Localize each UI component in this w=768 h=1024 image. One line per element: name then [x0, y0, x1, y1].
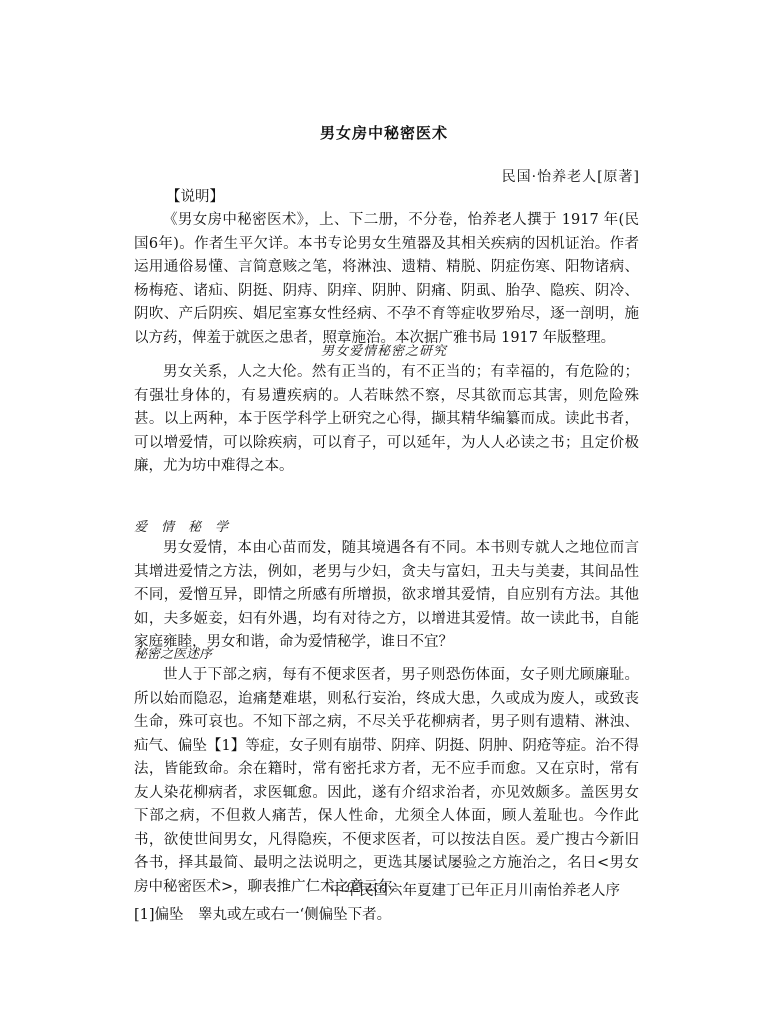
section-heading-research: 男女爱情秘密之研究 — [320, 344, 447, 359]
section-preface-paragraph: 世人于下部之病，每有不便求医者，男子则恐伤体面，女子则尤顾廉耻。所以始而隐忍，迨痛楚难堪，则私行妄治，终成大患，久或成为废人，或致丧生命，殊可哀也。不知下部之病，不尽关乎花柳病者，男子则有遗精、淋浊、疝气、偏坠【1】等症，女子则有崩带、阴痒、阴挺、阴肿、阴疮等症。治不得法，皆能致命。余在籍时，常有密托求方者，无不应手而愈。又在京时，常有友人染花柳病者，求医辄愈。因此，遂有介绍求治者，亦见效颇多。盖医男女下部之病，不但救人痛苦，保人性命，尤须全人体面，顾人羞耻也。今作此书，欲使世间男女，凡得隐疾，不便求医者，可以按法自医。爰广搜古今新旧各书，择其最简、最明之法说明之，更选其屡试屡验之方施治之，名日<男女房中秘密医术>，聊表推广仁术之意云尔。 — [134, 667, 639, 895]
section-love-block — [134, 537, 639, 655]
note-heading: 【说明】 — [166, 189, 224, 205]
document-title: 男女房中秘密医术 — [319, 124, 448, 142]
section-research-block — [134, 361, 639, 479]
section-love-paragraph: 男女爱情，本由心苗而发，随其境遇各有不同。本书则专就人之地位而言其增进爱情之方法，例如，老男与少妇，贪夫与富妇，丑夫与美妻，其间品性不同，爱憎互异，即情之所感有所增损，欲求增其爱情，自应别有方法。其他如，夫多姬妾，妇有外遇，均有对待之方，以增进其爱情。故一读此书，自能家庭雍睦，男女和谐，命为爱情秘学，谁日不宜？ — [134, 540, 639, 650]
note-block — [134, 209, 639, 350]
author-line: 民国·怡养老人[原著] — [501, 169, 640, 185]
section-research-paragraph: 男女关系，人之大伦。然有正当的，有不正当的；有幸福的，有危险的；有强壮身体的，有易遭疾病的。人若昧然不察，尽其欲而忘其害，则危险殊甚。以上两种，本于医学科学上研究之心得，撷其精华编纂而成。读此书者，可以增爱情，可以除疾病，可以育子，可以延年，为人人必读之书；且定价极廉，尤为坊中难得之本。 — [134, 364, 639, 474]
section-heading-preface: 秘密之医述序 — [134, 647, 213, 662]
footnote: [1]偏坠 睾丸或左或右一‘侧偏坠下者。 — [134, 907, 392, 923]
section-heading-love-secrets: 爱情秘学 — [134, 520, 243, 535]
note-paragraph: 《男女房中秘密医术》，上、下二册，不分卷，怡养老人撰于 1917 年(民国6年)。作者生平欠详。本书专论男女生殖器及其相关疾病的因机证治。作者运用通俗易懂、言简意赅之笔，将淋浊、遗精、精脱、阴症伤寒、阳物诸病、杨梅疮、诸疝、阴挺、阴痔、阴痒、阴肿、阴痛、阴虱、胎孕、隐疾、阴冷、阴吹、产后阴疾、娼尼室寡女性经病、不孕不育等症收罗殆尽，逐一剖明，施以方药，俾羞于就医之患者，照章施治。本次据广雅书局 1917 年版整理。 — [134, 212, 639, 346]
section-preface-block — [134, 664, 639, 899]
preface-signature: 中华民国六年夏建丁已年正月川南怡养老人序 — [330, 883, 620, 899]
